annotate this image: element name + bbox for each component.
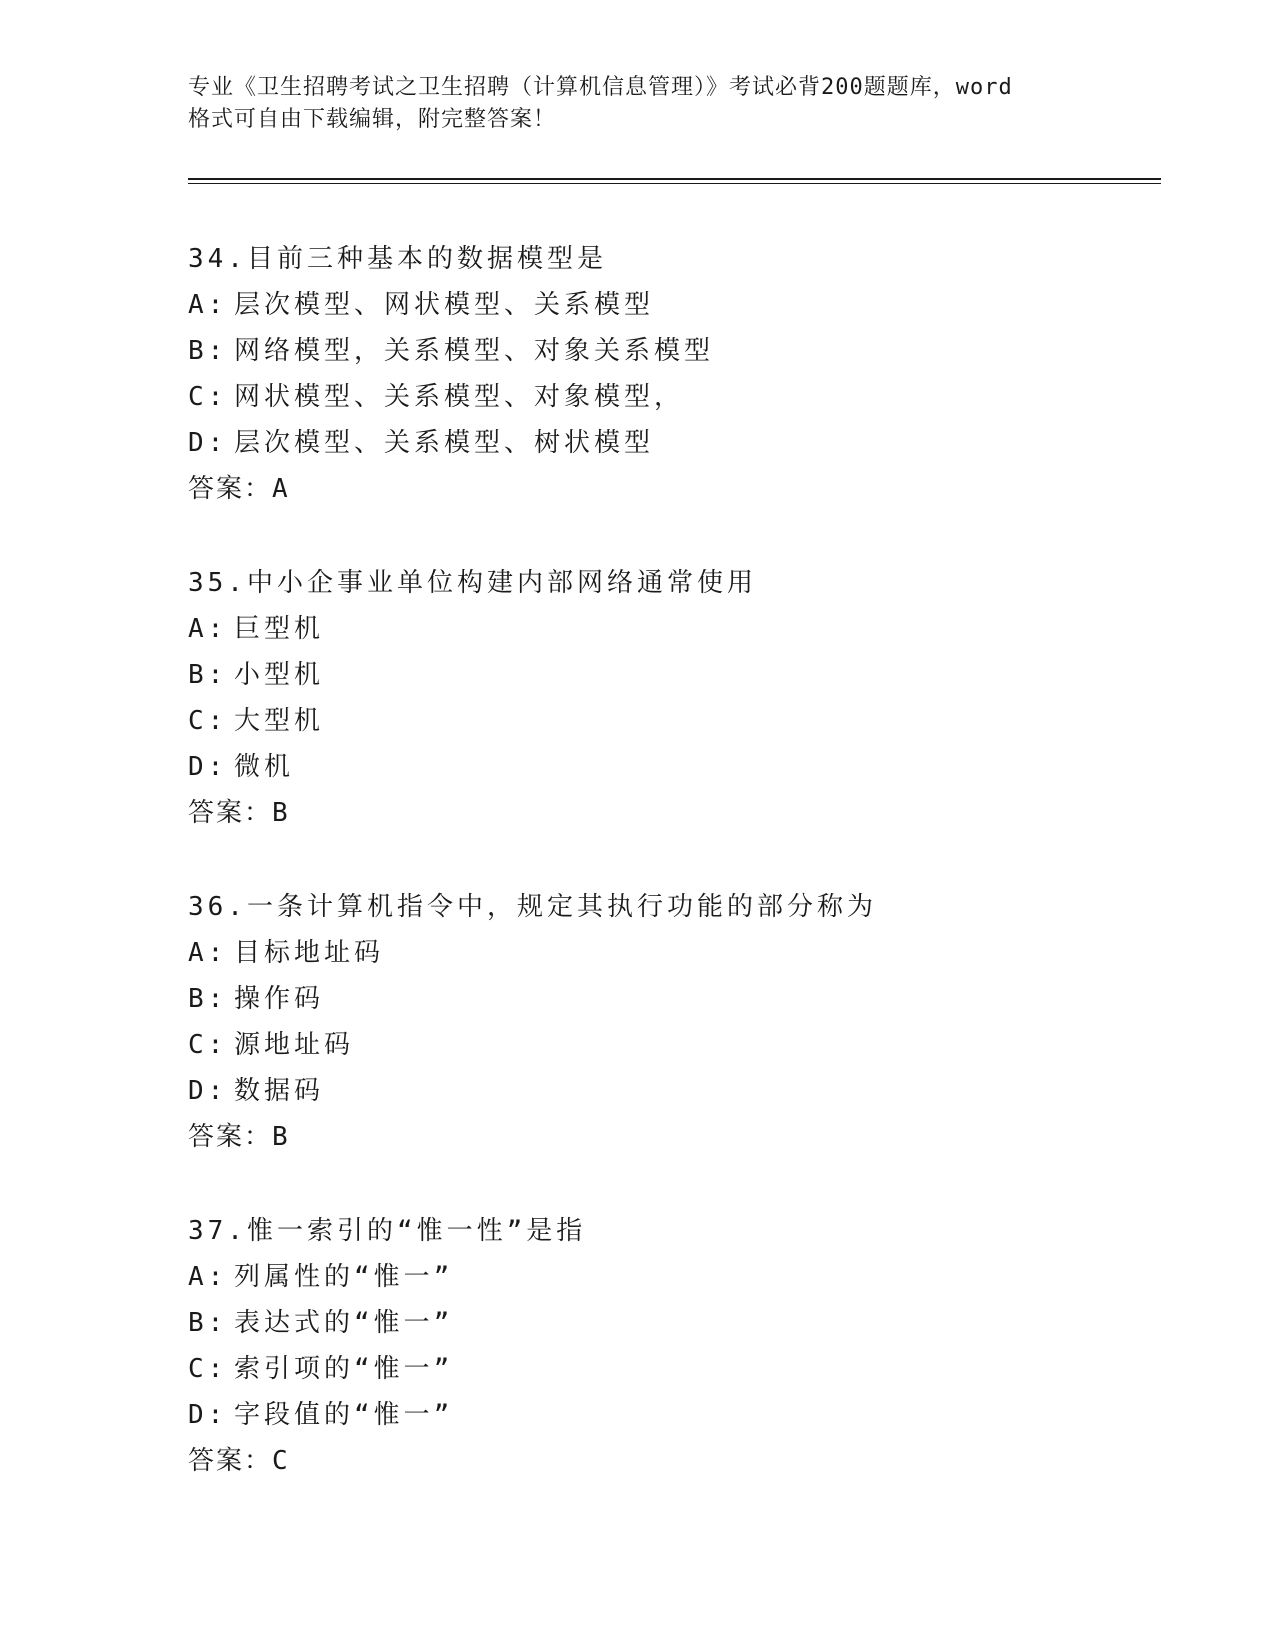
option-text: 小型机	[234, 660, 325, 690]
option-key: D:	[188, 1400, 228, 1430]
answer-line: 答案：C	[188, 1446, 290, 1476]
header-line-1: 专业《卫生招聘考试之卫生招聘（计算机信息管理）》考试必背200题题库，word	[188, 75, 1013, 100]
option-a	[188, 606, 1148, 652]
answer-line: 答案：B	[188, 1122, 290, 1152]
option-key: D:	[188, 428, 228, 458]
option-b	[188, 1300, 1148, 1346]
option-text: 字段值的“惟一”	[234, 1400, 454, 1430]
document-header	[188, 72, 1088, 136]
option-key: B:	[188, 336, 228, 366]
question-list	[188, 236, 1148, 1532]
option-key: A:	[188, 290, 228, 320]
option-text: 数据码	[234, 1076, 325, 1106]
question-34	[188, 236, 1148, 512]
option-key: B:	[188, 984, 228, 1014]
question-35	[188, 560, 1148, 836]
option-text: 层次模型、网状模型、关系模型	[234, 290, 655, 320]
option-b	[188, 652, 1148, 698]
option-key: D:	[188, 752, 228, 782]
option-text: 列属性的“惟一”	[234, 1262, 454, 1292]
option-c	[188, 1346, 1148, 1392]
option-text: 微机	[234, 752, 295, 782]
option-key: B:	[188, 1308, 228, 1338]
option-d	[188, 744, 1148, 790]
answer-line: 答案：A	[188, 474, 290, 504]
option-text: 大型机	[234, 706, 325, 736]
option-text: 索引项的“惟一”	[234, 1354, 454, 1384]
option-key: A:	[188, 1262, 228, 1292]
option-key: B:	[188, 660, 228, 690]
option-key: A:	[188, 938, 228, 968]
option-text: 网络模型，关系模型、对象关系模型	[234, 336, 715, 366]
option-text: 源地址码	[234, 1030, 355, 1060]
option-text: 表达式的“惟一”	[234, 1308, 454, 1338]
option-d	[188, 420, 1148, 466]
header-divider-thin	[188, 183, 1161, 184]
header-divider-thick	[188, 178, 1161, 180]
option-c	[188, 1022, 1148, 1068]
option-key: C:	[188, 1030, 228, 1060]
option-a	[188, 1254, 1148, 1300]
question-stem: 36.一条计算机指令中，规定其执行功能的部分称为	[188, 892, 877, 922]
answer-line: 答案：B	[188, 798, 290, 828]
question-stem: 35.中小企事业单位构建内部网络通常使用	[188, 568, 757, 598]
option-text: 层次模型、关系模型、树状模型	[234, 428, 655, 458]
option-key: C:	[188, 1354, 228, 1384]
option-c	[188, 374, 1148, 420]
option-a	[188, 282, 1148, 328]
option-key: C:	[188, 706, 228, 736]
option-text: 网状模型、关系模型、对象模型，	[234, 382, 685, 412]
option-text: 目标地址码	[234, 938, 385, 968]
header-line-2: 格式可自由下载编辑，附完整答案！	[188, 107, 557, 132]
question-stem: 34.目前三种基本的数据模型是	[188, 244, 607, 274]
question-36	[188, 884, 1148, 1160]
option-text: 巨型机	[234, 614, 325, 644]
question-stem: 37.惟一索引的“惟一性”是指	[188, 1216, 587, 1246]
question-37	[188, 1208, 1148, 1484]
option-key: C:	[188, 382, 228, 412]
option-key: D:	[188, 1076, 228, 1106]
option-b	[188, 328, 1148, 374]
option-d	[188, 1068, 1148, 1114]
option-text: 操作码	[234, 984, 325, 1014]
option-a	[188, 930, 1148, 976]
option-d	[188, 1392, 1148, 1438]
option-key: A:	[188, 614, 228, 644]
option-b	[188, 976, 1148, 1022]
option-c	[188, 698, 1148, 744]
